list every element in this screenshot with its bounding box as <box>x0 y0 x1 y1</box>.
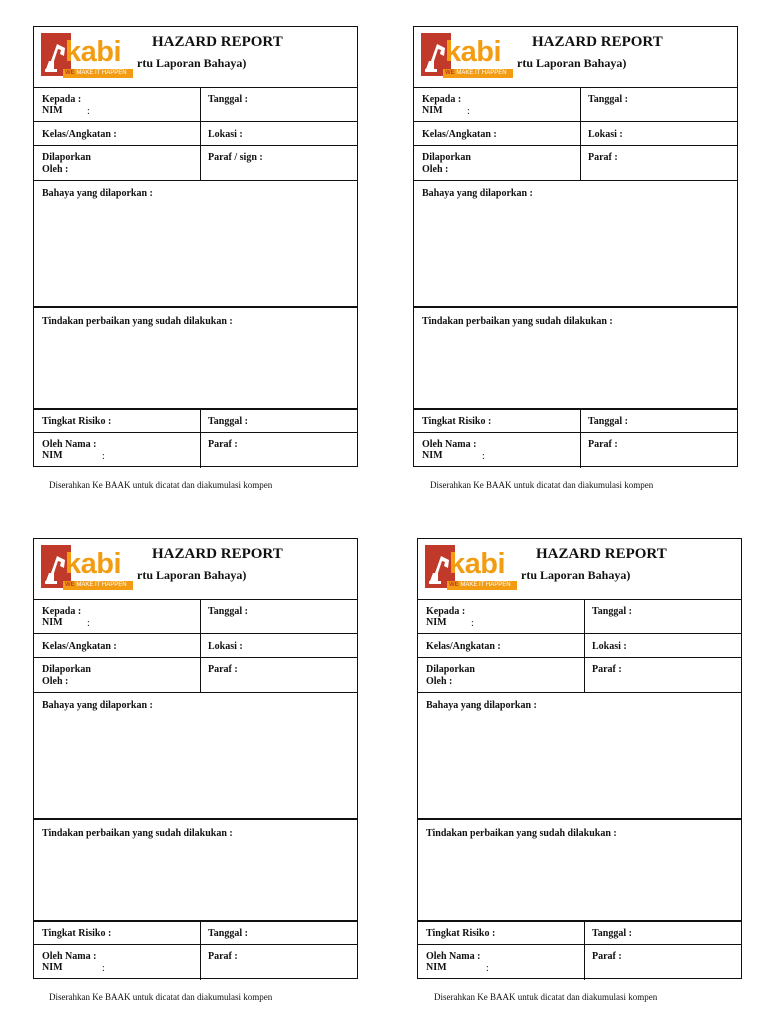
dilaporkan-label: Dilaporkan <box>42 664 91 675</box>
hazard-report-card <box>33 538 358 979</box>
row-kepada <box>34 599 357 634</box>
logo-wordmark: kabi <box>65 36 122 68</box>
tindakan-label: Tindakan perbaikan yang sudah dilakukan : <box>422 316 613 327</box>
nim-bottom-colon: : <box>102 963 105 974</box>
tanggal-label: Tanggal : <box>208 94 248 105</box>
paraf-label: Paraf : <box>592 664 622 675</box>
logo-wordmark: kabi <box>65 548 122 580</box>
nim-bottom-label: NIM <box>42 962 63 973</box>
logo-tagline-text: MAKE IT HAPPEN <box>460 582 511 588</box>
oleh-label: Oleh : <box>42 676 69 687</box>
paraf-label: Paraf : <box>208 664 238 675</box>
logo-tagline <box>63 581 133 590</box>
paraf-label: Paraf : <box>588 152 618 163</box>
kabi-logo <box>41 545 135 593</box>
nim-colon: : <box>87 106 90 117</box>
report-subtitle: rtu Laporan Bahaya) <box>137 56 247 70</box>
card-header <box>418 539 741 600</box>
kelas-angkatan-label: Kelas/Angkatan : <box>42 641 117 652</box>
kabi-logo <box>41 33 135 81</box>
nim-bottom-label: NIM <box>42 450 63 461</box>
column-divider <box>200 599 201 633</box>
paraf-bottom-label: Paraf : <box>592 951 622 962</box>
nim-label: NIM <box>426 617 447 628</box>
paraf-bottom-label: Paraf : <box>208 439 238 450</box>
oleh-label: Oleh : <box>422 164 449 175</box>
tanggal-bottom-label: Tanggal : <box>208 416 248 427</box>
logo-tagline-text: MAKE IT HAPPEN <box>456 70 507 76</box>
kepada-label: Kepada : <box>422 94 462 105</box>
kelas-angkatan-label: Kelas/Angkatan : <box>422 129 497 140</box>
column-divider <box>580 146 581 180</box>
bahaya-label: Bahaya yang dilaporkan : <box>42 188 153 199</box>
hazard-report-card <box>417 538 742 979</box>
lokasi-label: Lokasi : <box>208 129 243 140</box>
column-divider <box>200 87 201 121</box>
hazard-report-card <box>33 26 358 467</box>
column-divider <box>580 87 581 121</box>
column-divider <box>200 146 201 180</box>
nim-label: NIM <box>42 105 63 116</box>
column-divider <box>584 599 585 633</box>
column-divider <box>200 433 201 468</box>
report-subtitle: rtu Laporan Bahaya) <box>517 56 627 70</box>
logo-tagline-lead: WE <box>449 582 459 588</box>
column-divider <box>580 410 581 432</box>
oleh-label: Oleh : <box>42 164 69 175</box>
kepada-label: Kepada : <box>426 606 466 617</box>
row-bahaya <box>418 693 741 820</box>
column-divider <box>580 122 581 145</box>
column-divider <box>200 634 201 657</box>
column-divider <box>580 433 581 468</box>
column-divider <box>200 945 201 980</box>
tingkat-risiko-label: Tingkat Risiko : <box>42 928 112 939</box>
kepada-label: Kepada : <box>42 94 82 105</box>
nim-colon: : <box>467 106 470 117</box>
bahaya-label: Bahaya yang dilaporkan : <box>426 700 537 711</box>
kabi-logo <box>425 545 519 593</box>
kelas-angkatan-label: Kelas/Angkatan : <box>42 129 117 140</box>
tingkat-risiko-label: Tingkat Risiko : <box>422 416 492 427</box>
card-header <box>414 27 737 88</box>
tingkat-risiko-label: Tingkat Risiko : <box>42 416 112 427</box>
card-header <box>34 539 357 600</box>
row-bahaya <box>34 181 357 308</box>
logo-wordmark: kabi <box>445 36 502 68</box>
oleh-nama-label: Oleh Nama : <box>42 951 97 962</box>
row-bahaya <box>414 181 737 308</box>
nim-bottom-label: NIM <box>426 962 447 973</box>
row-kepada <box>418 599 741 634</box>
logo-tagline-text: MAKE IT HAPPEN <box>76 70 127 76</box>
column-divider <box>584 658 585 692</box>
paraf-bottom-label: Paraf : <box>208 951 238 962</box>
oleh-nama-label: Oleh Nama : <box>426 951 481 962</box>
dilaporkan-label: Dilaporkan <box>426 664 475 675</box>
tingkat-risiko-label: Tingkat Risiko : <box>426 928 496 939</box>
tindakan-label: Tindakan perbaikan yang sudah dilakukan : <box>426 828 617 839</box>
column-divider <box>200 410 201 432</box>
logo-tagline-lead: WE <box>65 70 75 76</box>
nim-bottom-label: NIM <box>422 450 443 461</box>
paraf-label: Paraf / sign : <box>208 152 263 163</box>
column-divider <box>200 122 201 145</box>
nim-colon: : <box>471 618 474 629</box>
report-title: HAZARD REPORT <box>152 34 283 50</box>
nim-colon: : <box>87 618 90 629</box>
kepada-label: Kepada : <box>42 606 82 617</box>
card-footer-note: Diserahkan Ke BAAK untuk dicatat dan diakumulasi kompen <box>430 480 654 490</box>
tanggal-label: Tanggal : <box>208 606 248 617</box>
bahaya-label: Bahaya yang dilaporkan : <box>42 700 153 711</box>
lokasi-label: Lokasi : <box>592 641 627 652</box>
nim-bottom-colon: : <box>482 451 485 462</box>
logo-tagline-text: MAKE IT HAPPEN <box>76 582 127 588</box>
oleh-label: Oleh : <box>426 676 453 687</box>
lokasi-label: Lokasi : <box>588 129 623 140</box>
nim-label: NIM <box>422 105 443 116</box>
card-header <box>34 27 357 88</box>
oleh-nama-label: Oleh Nama : <box>422 439 477 450</box>
tindakan-label: Tindakan perbaikan yang sudah dilakukan : <box>42 316 233 327</box>
tanggal-bottom-label: Tanggal : <box>592 928 632 939</box>
dilaporkan-label: Dilaporkan <box>42 152 91 163</box>
card-footer-note: Diserahkan Ke BAAK untuk dicatat dan diakumulasi kompen <box>49 480 273 490</box>
oleh-nama-label: Oleh Nama : <box>42 439 97 450</box>
nim-label: NIM <box>42 617 63 628</box>
tanggal-label: Tanggal : <box>592 606 632 617</box>
column-divider <box>200 658 201 692</box>
report-title: HAZARD REPORT <box>532 34 663 50</box>
nim-bottom-colon: : <box>102 451 105 462</box>
kabi-logo <box>421 33 515 81</box>
logo-tagline-lead: WE <box>445 70 455 76</box>
report-title: HAZARD REPORT <box>536 546 667 562</box>
report-title: HAZARD REPORT <box>152 546 283 562</box>
column-divider <box>584 922 585 944</box>
kelas-angkatan-label: Kelas/Angkatan : <box>426 641 501 652</box>
paraf-bottom-label: Paraf : <box>588 439 618 450</box>
nim-bottom-colon: : <box>486 963 489 974</box>
bahaya-label: Bahaya yang dilaporkan : <box>422 188 533 199</box>
report-subtitle: rtu Laporan Bahaya) <box>521 568 631 582</box>
tanggal-label: Tanggal : <box>588 94 628 105</box>
column-divider <box>200 922 201 944</box>
column-divider <box>584 634 585 657</box>
logo-tagline <box>63 69 133 78</box>
row-kepada <box>34 87 357 122</box>
card-footer-note: Diserahkan Ke BAAK untuk dicatat dan diakumulasi kompen <box>49 992 273 1002</box>
dilaporkan-label: Dilaporkan <box>422 152 471 163</box>
logo-wordmark: kabi <box>449 548 506 580</box>
logo-tagline-lead: WE <box>65 582 75 588</box>
tindakan-label: Tindakan perbaikan yang sudah dilakukan : <box>42 828 233 839</box>
row-kepada <box>414 87 737 122</box>
row-bahaya <box>34 693 357 820</box>
tanggal-bottom-label: Tanggal : <box>588 416 628 427</box>
lokasi-label: Lokasi : <box>208 641 243 652</box>
report-subtitle: rtu Laporan Bahaya) <box>137 568 247 582</box>
column-divider <box>584 945 585 980</box>
tanggal-bottom-label: Tanggal : <box>208 928 248 939</box>
card-footer-note: Diserahkan Ke BAAK untuk dicatat dan diakumulasi kompen <box>434 992 658 1002</box>
logo-tagline <box>447 581 517 590</box>
hazard-report-card <box>413 26 738 467</box>
logo-tagline <box>443 69 513 78</box>
